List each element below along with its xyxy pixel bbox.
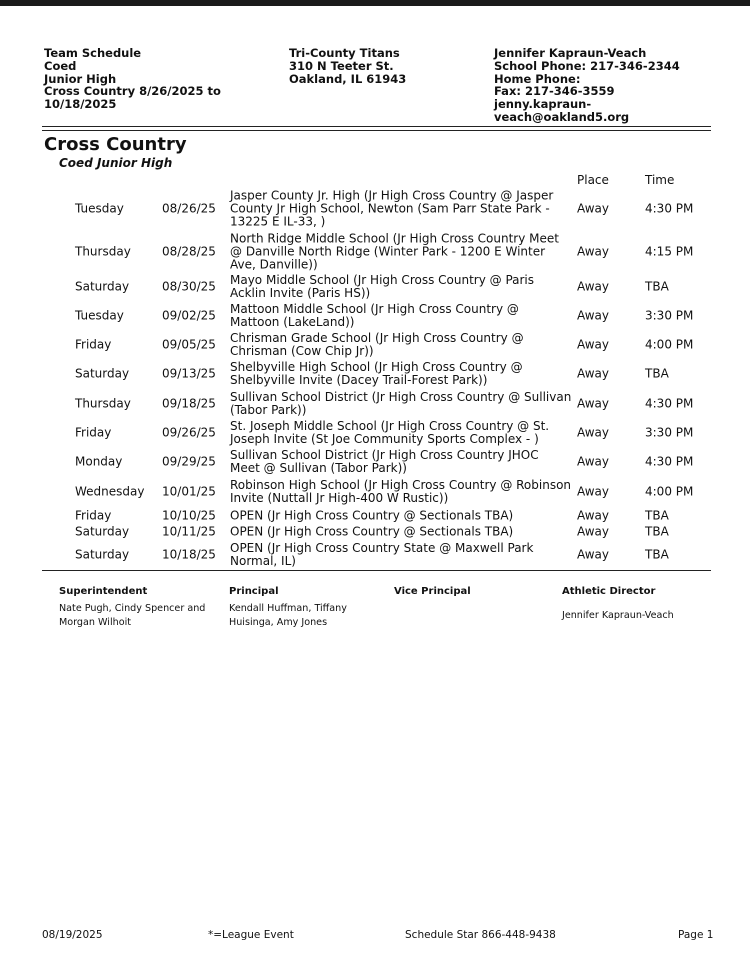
- table-row: [0, 524, 750, 540]
- event-place: Away: [577, 484, 609, 499]
- event-opponent: Sullivan School District (Jr High Cross Country @ Sullivan (Tabor Park)): [230, 390, 572, 417]
- event-day: Monday: [75, 454, 123, 469]
- contact-name: Jennifer Kapraun-Veach: [494, 46, 647, 60]
- event-time: 4:15 PM: [645, 244, 694, 259]
- event-time: TBA: [645, 508, 669, 523]
- event-time: 4:30 PM: [645, 454, 694, 469]
- contact-email[interactable]: jenny.kapraun-veach@oakland5.org: [494, 97, 630, 124]
- event-place: Away: [577, 547, 609, 562]
- event-day: Thursday: [75, 244, 131, 259]
- event-time: 4:30 PM: [645, 396, 694, 411]
- event-opponent: St. Joseph Middle School (Jr High Cross Country @ St. Joseph Invite (St Joe Community Sports Complex - ): [230, 419, 550, 446]
- event-opponent: Robinson High School (Jr High Cross Country @ Robinson Invite (Nuttall Jr High-400 W Rustic)): [230, 478, 572, 505]
- event-day: Friday: [75, 337, 112, 352]
- event-opponent: Chrisman Grade School (Jr High Cross Country @ Chrisman (Cow Chip Jr)): [230, 331, 524, 358]
- header-divider-bottom: [42, 130, 711, 131]
- event-date: 08/28/25: [162, 244, 216, 259]
- event-place: Away: [577, 454, 609, 469]
- athletic-director-name: Jennifer Kapraun-Veach: [562, 610, 674, 621]
- event-time: 4:30 PM: [645, 201, 694, 216]
- event-place: Away: [577, 308, 609, 323]
- event-date: 09/18/25: [162, 396, 216, 411]
- event-place: Away: [577, 279, 609, 294]
- event-day: Tuesday: [75, 201, 124, 216]
- table-row: [0, 540, 750, 570]
- event-time: TBA: [645, 366, 669, 381]
- principal-label: Principal: [229, 586, 279, 597]
- table-row: [0, 479, 750, 505]
- superintendent-names: Nate Pugh, Cindy Spencer and Morgan Wilhoit: [59, 603, 206, 628]
- event-place: Away: [577, 524, 609, 539]
- event-opponent: Mattoon Middle School (Jr High Cross Country @ Mattoon (LakeLand)): [230, 302, 519, 329]
- table-row: [0, 391, 750, 417]
- schedule-level: Junior High: [44, 71, 117, 86]
- event-place: Away: [577, 244, 609, 259]
- event-time: TBA: [645, 279, 669, 294]
- school-phone: School Phone: 217-346-2344: [494, 58, 680, 73]
- event-date: 08/26/25: [162, 201, 216, 216]
- principal-names: Kendall Huffman, Tiffany Huisinga, Amy Jones: [229, 603, 347, 628]
- team-subtitle: Coed Junior High: [59, 156, 173, 170]
- school-street: 310 N Teeter St.: [289, 58, 394, 73]
- event-date: 09/05/25: [162, 337, 216, 352]
- event-date: 10/11/25: [162, 524, 216, 539]
- fax-number: Fax: 217-346-3559: [494, 84, 615, 99]
- footer-schedule-star: Schedule Star 866-448-9438: [405, 929, 556, 941]
- event-day: Saturday: [75, 279, 130, 294]
- event-date: 08/30/25: [162, 279, 216, 294]
- table-row: [0, 274, 750, 300]
- top-border-bar: [0, 0, 750, 6]
- event-day: Saturday: [75, 547, 130, 562]
- table-row: [0, 449, 750, 475]
- schedule-type: Team Schedule: [44, 46, 142, 60]
- event-date: 10/01/25: [162, 484, 216, 499]
- table-row: [0, 361, 750, 387]
- vice-principal-label: Vice Principal: [394, 586, 471, 597]
- schedule-info-block: [44, 47, 274, 111]
- place-column-header: Place: [577, 173, 609, 187]
- table-row: [0, 231, 750, 273]
- home-phone: Home Phone:: [494, 71, 581, 86]
- event-day: Saturday: [75, 524, 130, 539]
- event-place: Away: [577, 201, 609, 216]
- event-time: TBA: [645, 547, 669, 562]
- event-opponent: Jasper County Jr. High (Jr High Cross Country @ Jasper County Jr High School, Newton (Sam Parr State Park - 13225 E IL-33, ): [230, 188, 554, 229]
- event-opponent: Mayo Middle School (Jr High Cross Country @ Paris Acklin Invite (Paris HS)): [230, 273, 535, 300]
- event-date: 10/10/25: [162, 508, 216, 523]
- event-opponent: OPEN (Jr High Cross Country @ Sectionals TBA): [230, 508, 514, 523]
- schedule-gender: Coed: [44, 58, 77, 73]
- schedule-bottom-divider: [42, 570, 711, 571]
- school-city: Oakland, IL 61943: [289, 71, 407, 86]
- event-date: 09/13/25: [162, 366, 216, 381]
- time-column-header: Time: [645, 173, 675, 187]
- header-divider-top: [42, 126, 711, 127]
- event-time: 3:30 PM: [645, 425, 694, 440]
- event-time: 4:00 PM: [645, 484, 694, 499]
- table-row: [0, 332, 750, 358]
- event-place: Away: [577, 366, 609, 381]
- school-name: Tri-County Titans: [289, 46, 400, 60]
- footer-league-note: *=League Event: [208, 929, 294, 941]
- event-date: 09/26/25: [162, 425, 216, 440]
- event-time: TBA: [645, 524, 669, 539]
- event-place: Away: [577, 508, 609, 523]
- event-day: Wednesday: [75, 484, 145, 499]
- contact-block: [494, 47, 694, 124]
- athletic-director-label: Athletic Director: [562, 586, 656, 597]
- footer-print-date: 08/19/2025: [42, 929, 103, 941]
- schedule-range: Cross Country 8/26/2025 to 10/18/2025: [44, 84, 221, 112]
- footer-page-number: Page 1: [678, 929, 714, 941]
- event-date: 09/02/25: [162, 308, 216, 323]
- event-day: Thursday: [75, 396, 131, 411]
- event-place: Away: [577, 396, 609, 411]
- event-time: 3:30 PM: [645, 308, 694, 323]
- event-opponent: OPEN (Jr High Cross Country @ Sectionals TBA): [230, 524, 514, 539]
- event-day: Saturday: [75, 366, 130, 381]
- event-date: 10/18/25: [162, 547, 216, 562]
- event-opponent: OPEN (Jr High Cross Country State @ Maxwell Park Normal, IL): [230, 541, 534, 568]
- table-row: [0, 188, 750, 230]
- table-row: [0, 420, 750, 446]
- event-date: 09/29/25: [162, 454, 216, 469]
- event-place: Away: [577, 425, 609, 440]
- event-day: Friday: [75, 425, 112, 440]
- event-opponent: North Ridge Middle School (Jr High Cross Country Meet @ Danville North Ridge (Winter Park - 1200 E Winter Ave, Danville)): [230, 231, 559, 272]
- sport-title: Cross Country: [44, 134, 187, 155]
- event-opponent: Shelbyville High School (Jr High Cross Country @ Shelbyville Invite (Dacey Trail-Forest Park)): [230, 360, 523, 387]
- superintendent-label: Superintendent: [59, 586, 148, 597]
- event-day: Tuesday: [75, 308, 124, 323]
- table-row: [0, 508, 750, 524]
- school-address-block: [289, 47, 479, 85]
- table-row: [0, 303, 750, 329]
- event-time: 4:00 PM: [645, 337, 694, 352]
- event-place: Away: [577, 337, 609, 352]
- event-day: Friday: [75, 508, 112, 523]
- event-opponent: Sullivan School District (Jr High Cross Country JHOC Meet @ Sullivan (Tabor Park)): [230, 448, 539, 475]
